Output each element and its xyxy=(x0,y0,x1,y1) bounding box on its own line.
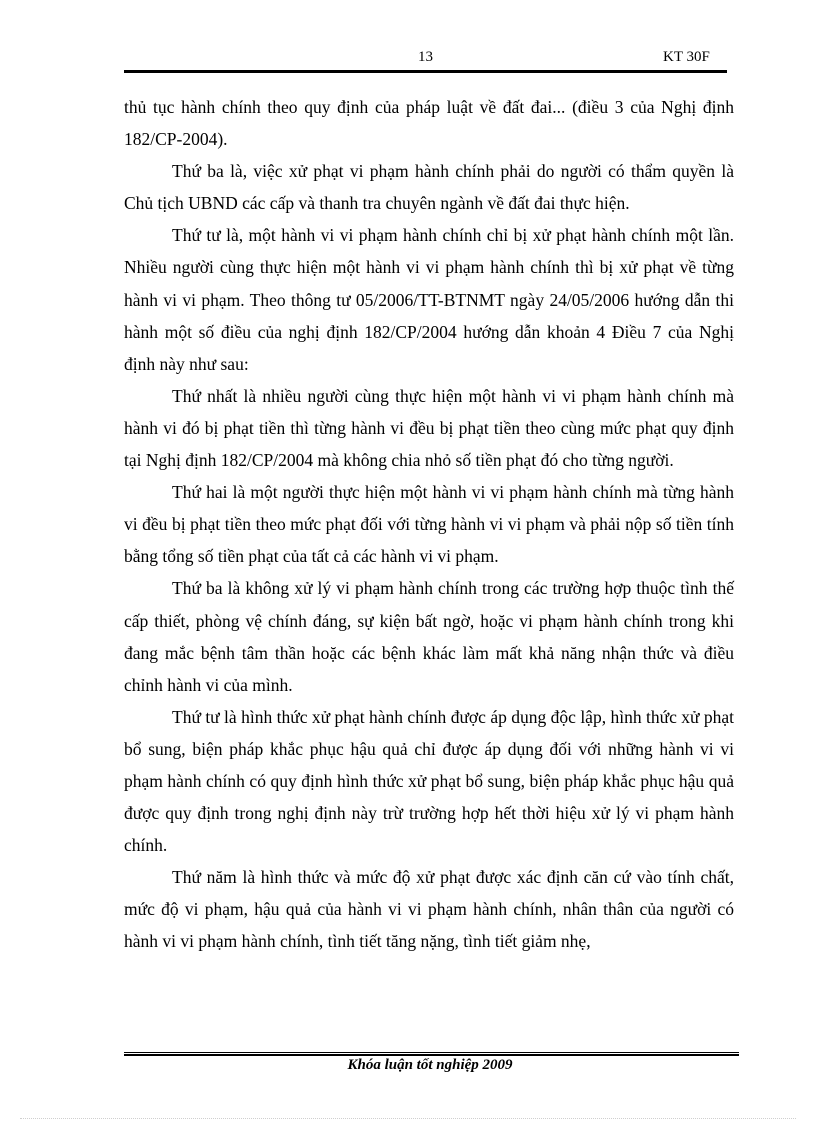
document-code: KT 30F xyxy=(663,49,710,65)
paragraph: Thứ tư là, một hành vi vi phạm hành chính chỉ bị xử phạt hành chính một lần. Nhiều người cùng thực hiện một hành vi vi phạm hành chính thì bị xử phạt về từng hành vi vi phạm. Theo thông tư 05/2006/TT-BTNMT ngày 24/05/2006 hướng dẫn thi hành một số điều của nghị định 182/CP/2004 hướng dẫn khoản 4 Điều 7 của Nghị định này như sau: xyxy=(124,225,734,374)
header-rule xyxy=(124,70,727,73)
page-number: 13 xyxy=(418,49,433,65)
paragraph: Thứ hai là một người thực hiện một hành vi vi phạm hành chính mà từng hành vi đều bị phạt tiền theo mức phạt đối với từng hành vi vi phạm và phải nộp số tiền tính bằng tổng số tiền phạt của tất cả các hành vi vi phạm. xyxy=(124,482,734,567)
body-text xyxy=(124,91,734,958)
paragraph: Thứ ba là không xử lý vi phạm hành chính trong các trường hợp thuộc tình thế cấp thiết, phòng vệ chính đáng, sự kiện bất ngờ, hoặc vi phạm hành chính trong khi đang mắc bệnh tâm thần hoặc các bệnh khác làm mất khả năng nhận thức và điều chỉnh hành vi của mình. xyxy=(124,578,734,695)
page-edge-dots xyxy=(20,1118,796,1119)
paragraph: thủ tục hành chính theo quy định của pháp luật về đất đai... (điều 3 của Nghị định 182/CP-2004). xyxy=(124,97,734,150)
paragraph: Thứ năm là hình thức và mức độ xử phạt được xác định căn cứ vào tính chất, mức độ vi phạm, hậu quả của hành vi vi phạm hành chính, nhân thân của người có hành vi vi phạm hành chính, tình tiết tăng nặng, tình tiết giảm nhẹ, xyxy=(124,867,734,952)
paragraph: Thứ tư là hình thức xử phạt hành chính được áp dụng độc lập, hình thức xử phạt bổ sung, biện pháp khắc phục hậu quả chỉ được áp dụng đối với những hành vi vi phạm hành chính có quy định hình thức xử phạt bổ sung, biện pháp khắc phục hậu quả được quy định trong nghị định này trừ trường hợp hết thời hiệu xử lý vi phạm hành chính. xyxy=(124,706,734,856)
paragraph: Thứ nhất là nhiều người cùng thực hiện một hành vi vi phạm hành chính mà hành vi đó bị phạt tiền thì từng hành vi đều bị phạt tiền theo cùng mức phạt quy định tại Nghị định 182/CP/2004 mà không chia nhỏ số tiền phạt đó cho từng người. xyxy=(124,385,734,471)
footer-rule xyxy=(124,1052,739,1056)
footer-title: Khóa luận tốt nghiệp 2009 xyxy=(347,1057,513,1073)
paragraph: Thứ ba là, việc xử phạt vi phạm hành chính phải do người có thẩm quyền là Chủ tịch UBND các cấp và thanh tra chuyên ngành về đất đai thực hiện. xyxy=(124,161,734,214)
